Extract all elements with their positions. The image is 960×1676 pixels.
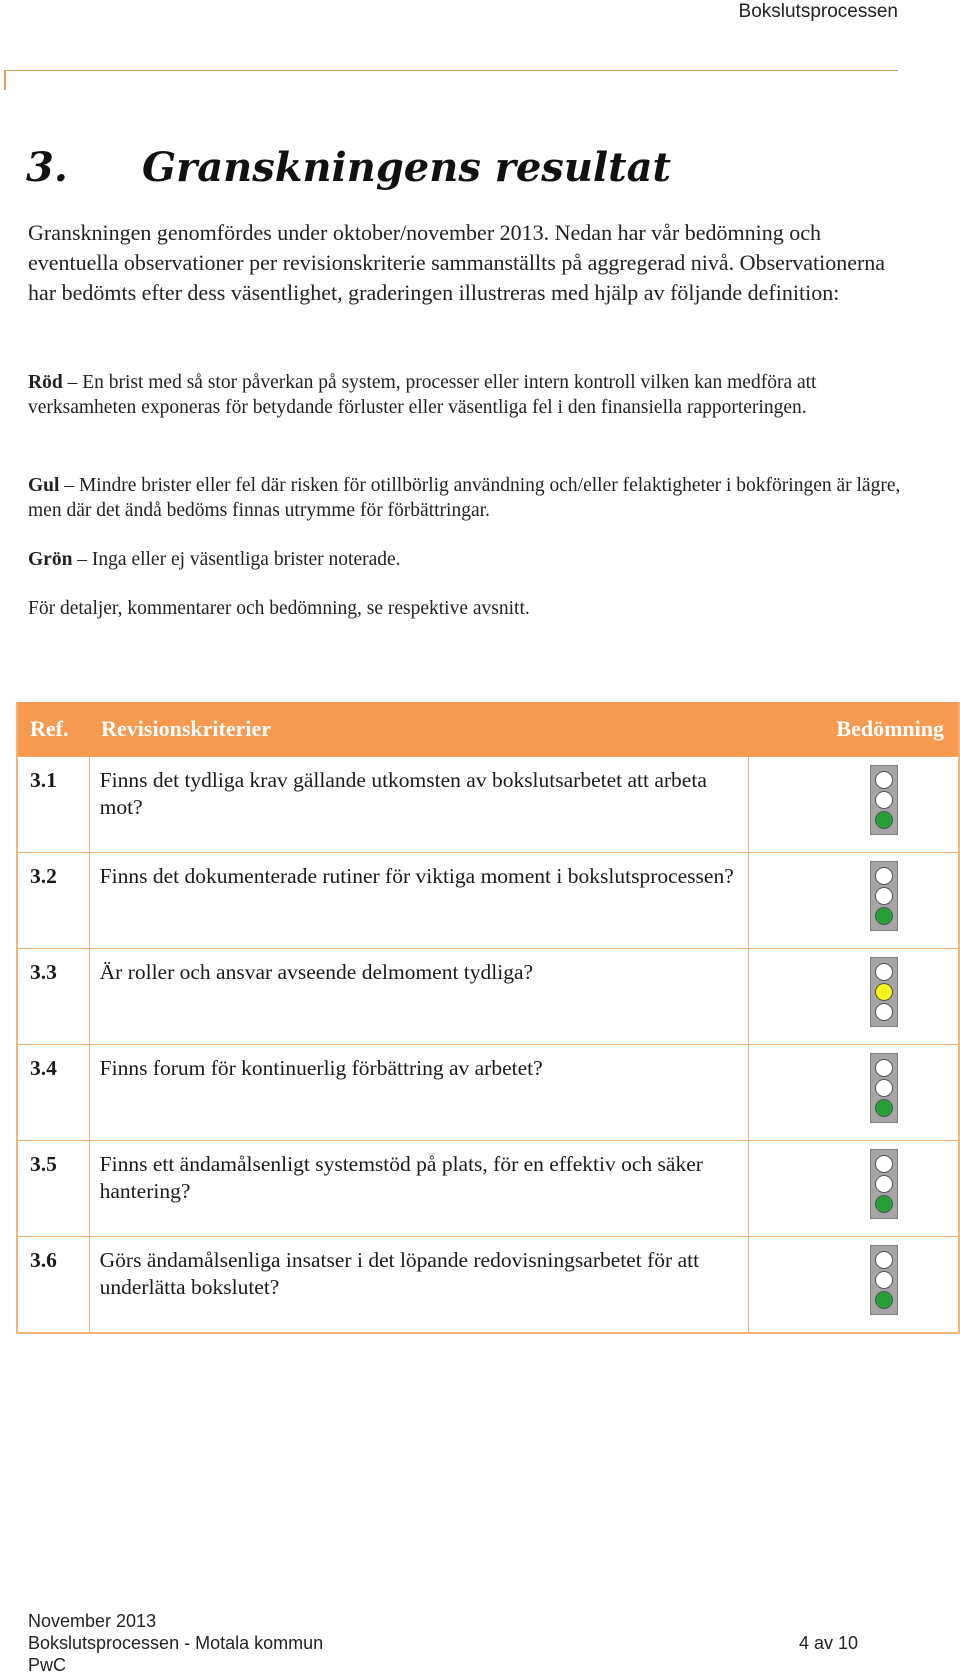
- lamp-red-icon: [875, 771, 893, 789]
- intro-paragraph: Granskningen genomfördes under oktober/november 2013. Nedan har vår bedömning och eventuella observationer per revisionskriterie sammanställts på aggregerad nivå. Observationerna har bedömts efter dess väsentlighet, graderingen illustreras med hjälp av följande definition:: [28, 220, 886, 305]
- row-criterion: Finns det tydliga krav gällande utkomsten av bokslutsarbetet att arbeta mot?: [89, 757, 748, 853]
- row-criterion: Görs ändamålsenliga insatser i det löpande redovisningsarbetet för att underlätta bokslutet?: [89, 1237, 748, 1334]
- row-criterion: Är roller och ansvar avseende delmoment tydliga?: [89, 949, 748, 1045]
- lamp-yellow-icon: [875, 887, 893, 905]
- row-rating: [749, 1045, 959, 1141]
- traffic-light-icon: [870, 861, 898, 931]
- row-criterion: Finns ett ändamålsenligt systemstöd på plats, för en effektiv och säker hantering?: [89, 1141, 748, 1237]
- lamp-green-icon: [875, 1291, 893, 1309]
- traffic-light-icon: [870, 1149, 898, 1219]
- details-note: För detaljer, kommentarer och bedömning, se respektive avsnitt.: [28, 598, 530, 619]
- definition-term: Gul: [28, 475, 60, 496]
- lamp-yellow-icon: [875, 1079, 893, 1097]
- lamp-red-icon: [875, 1251, 893, 1269]
- definition-green: Grön – Inga eller ej väsentliga brister noterade.: [28, 549, 401, 570]
- definition-text: Inga eller ej väsentliga brister noterade.: [91, 549, 401, 570]
- lamp-yellow-icon: [875, 1175, 893, 1193]
- definition-term: Röd: [28, 372, 63, 393]
- running-header-title: Bokslutsprocessen: [738, 1, 898, 22]
- row-rating: [749, 1237, 959, 1334]
- table-row: [17, 853, 959, 949]
- header-criteria: Revisionskriterier: [89, 702, 748, 757]
- header-rule: [4, 70, 898, 71]
- lamp-red-icon: [875, 963, 893, 981]
- table-row: [17, 757, 959, 853]
- section-title: Granskningens resultat: [142, 144, 671, 191]
- traffic-light-icon: [870, 765, 898, 835]
- definition-text: Mindre brister eller fel där risken för otillbörlig användning och/eller felaktigheter i bokföringen är lägre, men där det ändå bedöms finnas utrymme för förbättringar.: [28, 475, 901, 521]
- row-criterion: Finns forum för kontinuerlig förbättring av arbetet?: [89, 1045, 748, 1141]
- traffic-light-icon: [870, 1053, 898, 1123]
- criteria-table: [16, 702, 960, 1334]
- lamp-green-icon: [875, 1099, 893, 1117]
- lamp-yellow-icon: [875, 983, 893, 1001]
- row-rating: [749, 853, 959, 949]
- lamp-green-icon: [875, 1195, 893, 1213]
- table-row: [17, 1237, 959, 1334]
- row-rating: [749, 1141, 959, 1237]
- lamp-red-icon: [875, 1059, 893, 1077]
- footer-page-number: 4 av 10: [798, 1633, 858, 1653]
- traffic-light-icon: [870, 957, 898, 1027]
- row-ref: 3.3: [17, 949, 89, 1045]
- definition-red: Röd – En brist med så stor påverkan på system, processer eller intern kontroll vilken kan medföra att verksamheten exponeras för betydande förluster eller väsentliga fel i den finansiella rapporteringen.: [28, 372, 817, 418]
- row-ref: 3.1: [17, 757, 89, 853]
- definition-term: Grön: [28, 549, 73, 570]
- section-heading: [26, 140, 671, 196]
- lamp-yellow-icon: [875, 791, 893, 809]
- table-row: [17, 1045, 959, 1141]
- table-row: [17, 949, 959, 1045]
- footer-document: Bokslutsprocessen - Motala kommun: [28, 1633, 324, 1653]
- definition-yellow: Gul – Mindre brister eller fel där risken för otillbörlig användning och/eller felaktigheter i bokföringen är lägre, men där det ändå bedöms finnas utrymme för förbättringar.: [28, 475, 901, 521]
- row-ref: 3.5: [17, 1141, 89, 1237]
- row-rating: [749, 757, 959, 853]
- row-ref: 3.4: [17, 1045, 89, 1141]
- footer-date: November 2013: [28, 1611, 157, 1631]
- lamp-green-icon: [875, 811, 893, 829]
- header-rating: Bedömning: [749, 702, 959, 757]
- lamp-red-icon: [875, 1155, 893, 1173]
- table-header-row: [17, 702, 959, 757]
- row-ref: 3.6: [17, 1237, 89, 1334]
- row-ref: 3.2: [17, 853, 89, 949]
- lamp-green-icon: [875, 1003, 893, 1021]
- lamp-green-icon: [875, 907, 893, 925]
- lamp-red-icon: [875, 867, 893, 885]
- header-rule-tick: [4, 70, 6, 90]
- row-rating: [749, 949, 959, 1045]
- traffic-light-icon: [870, 1245, 898, 1315]
- definition-text: En brist med så stor påverkan på system, processer eller intern kontroll vilken kan medföra att verksamheten exponeras för betydande förluster eller väsentliga fel i den finansiella rapporteringen.: [28, 372, 817, 418]
- row-criterion: Finns det dokumenterade rutiner för viktiga moment i bokslutsprocessen?: [89, 853, 748, 949]
- table-row: [17, 1141, 959, 1237]
- lamp-yellow-icon: [875, 1271, 893, 1289]
- footer-brand: PwC: [28, 1655, 67, 1675]
- header-ref: Ref.: [17, 702, 89, 757]
- section-number: 3.: [26, 144, 68, 191]
